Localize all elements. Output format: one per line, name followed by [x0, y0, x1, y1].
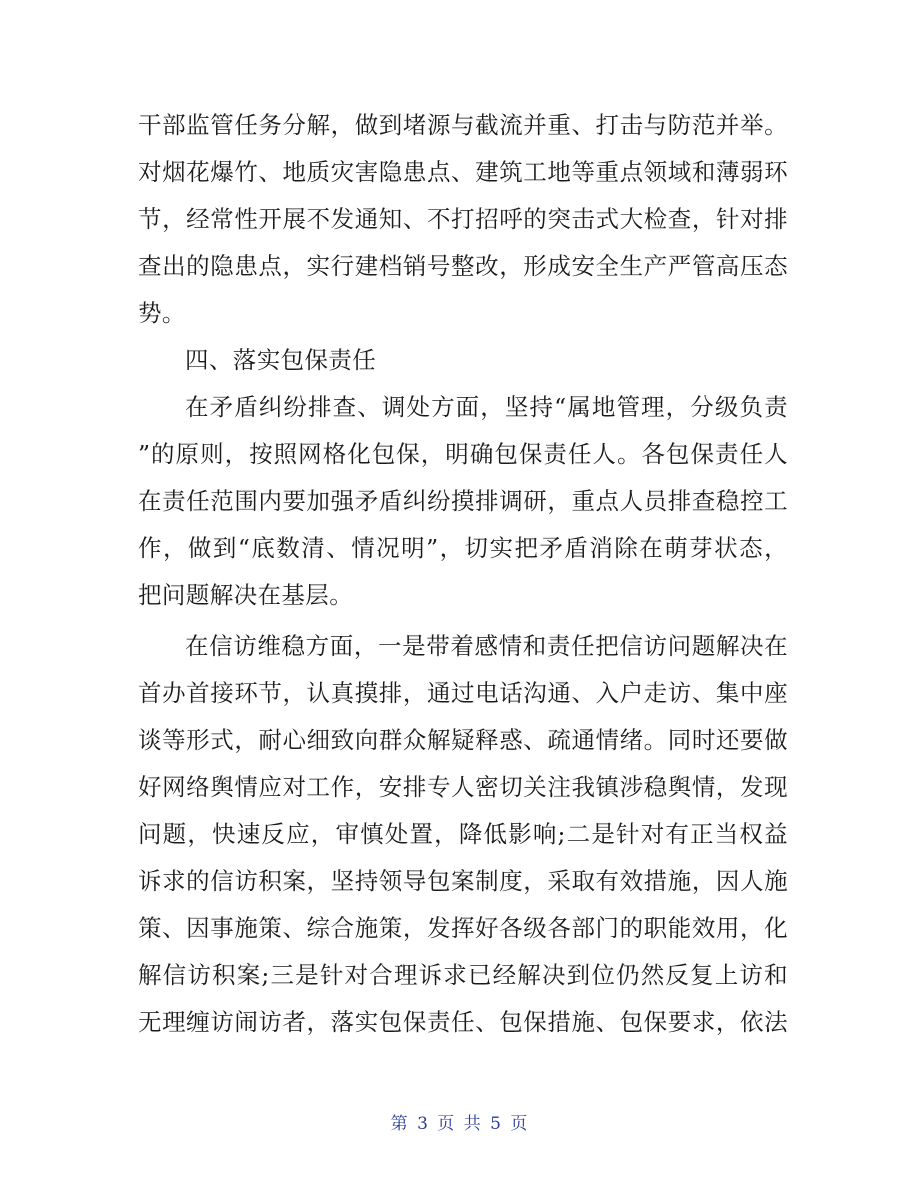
- text-line: 策、因事施策、综合施策，发挥好各级各部门的职能效用，化: [138, 914, 788, 942]
- text-line: 无理缠访闹访者，落实包保责任、包保措施、包保要求，依法: [138, 1008, 788, 1036]
- text-line: 查出的隐患点，实行建档销号整改，形成安全生产严管高压态: [138, 252, 788, 280]
- text-line: 在责任范围内要加强矛盾纠纷摸排调研，重点人员排查稳控工: [138, 487, 788, 515]
- text-line: 对烟花爆竹、地质灾害隐患点、建筑工地等重点领域和薄弱环: [138, 158, 788, 186]
- text-line: 把问题解决在基层。: [138, 581, 354, 609]
- page-number: 第 3 页 共 5 页: [390, 1114, 530, 1134]
- text-line: 作，做到“底数清、情况明”，切实把矛盾消除在萌芽状态，: [138, 534, 788, 562]
- paragraph-first-line: 在信访维稳方面，一是带着感情和责任把信访问题解决在: [185, 632, 788, 660]
- text-line: 问题，快速反应，审慎处置，降低影响;二是针对有正当权益: [138, 820, 788, 848]
- text-line: 首办首接环节，认真摸排，通过电话沟通、入户走访、集中座: [138, 679, 788, 707]
- text-line: 干部监管任务分解，做到堵源与截流并重、打击与防范并举。: [138, 111, 788, 139]
- text-line: ”的原则，按照网格化包保，明确包保责任人。各包保责任人: [138, 440, 788, 468]
- text-line: 诉求的信访积案，坚持领导包案制度，采取有效措施，因人施: [138, 867, 788, 895]
- text-line: 解信访积案;三是针对合理诉求已经解决到位仍然反复上访和: [138, 961, 788, 989]
- text-line: 谈等形式，耐心细致向群众解疑释惑、疏通情绪。同时还要做: [138, 726, 788, 754]
- paragraph-first-line: 在矛盾纠纷排查、调处方面，坚持“属地管理，分级负责: [185, 393, 788, 421]
- text-line: 节，经常性开展不发通知、不打招呼的突击式大检查，针对排: [138, 205, 788, 233]
- section-heading: 四、落实包保责任: [185, 346, 377, 374]
- text-line: 势。: [138, 299, 186, 327]
- text-line: 好网络舆情应对工作，安排专人密切关注我镇涉稳舆情，发现: [138, 773, 788, 801]
